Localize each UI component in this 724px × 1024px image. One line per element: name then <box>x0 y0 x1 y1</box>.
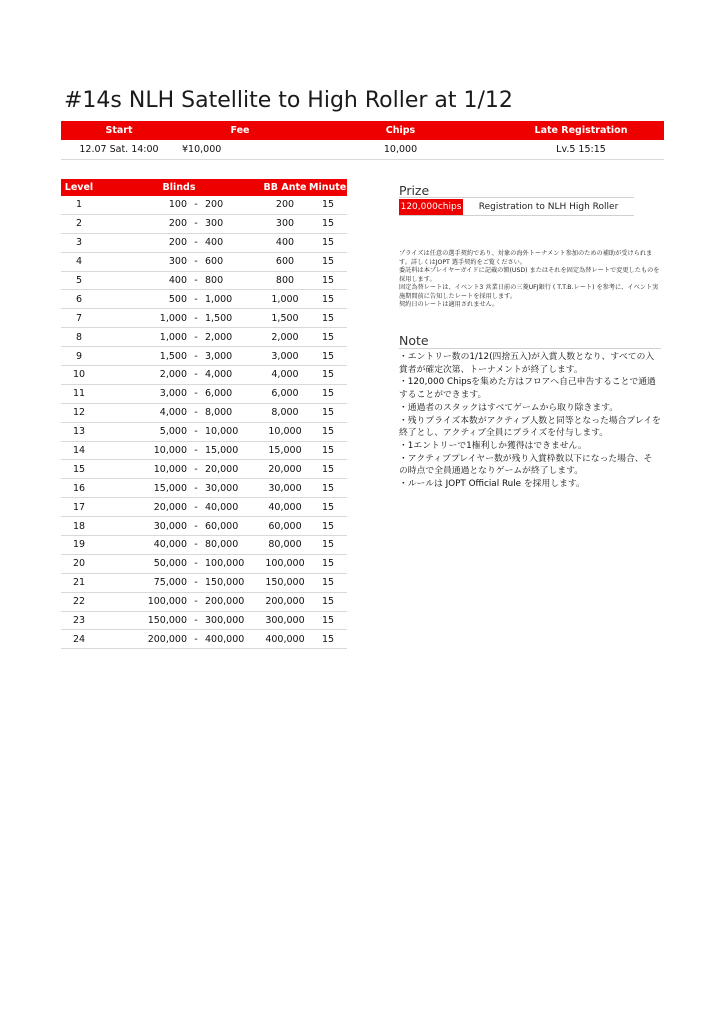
level-cell: 24 <box>72 633 86 645</box>
blind-separator: - <box>194 482 198 494</box>
small-blind-cell: 20,000 <box>153 501 187 513</box>
blind-level-row <box>61 498 347 517</box>
blind-separator: - <box>194 388 198 400</box>
blind-level-row <box>61 630 347 649</box>
event-info-table <box>61 121 664 160</box>
minutes-cell: 15 <box>321 558 335 570</box>
bb-ante-cell: 200,000 <box>265 596 305 608</box>
chips-header: Chips <box>385 125 416 136</box>
blind-separator: - <box>194 501 198 513</box>
event-info-header <box>61 121 664 140</box>
bb-ante-cell: 300 <box>275 218 295 230</box>
blind-separator: - <box>194 331 198 343</box>
blind-separator: - <box>194 463 198 475</box>
small-blind-cell: 1,000 <box>159 331 187 343</box>
minutes-cell: 15 <box>321 501 335 513</box>
small-blind-cell: 1,500 <box>159 350 187 362</box>
blind-separator: - <box>194 218 198 230</box>
fee-header: Fee <box>230 125 250 136</box>
level-cell: 22 <box>72 596 86 608</box>
minutes-cell: 15 <box>321 482 335 494</box>
bb-ante-cell: 800 <box>275 275 295 286</box>
minutes-cell: 15 <box>321 256 335 268</box>
small-blind-cell: 40,000 <box>153 539 187 551</box>
level-cell: 11 <box>72 388 86 400</box>
level-cell: 23 <box>72 615 86 627</box>
minutes-cell: 15 <box>321 331 335 343</box>
bb-ante-cell: 2,000 <box>271 331 299 343</box>
bb-ante-cell: 10,000 <box>268 426 302 438</box>
bb-ante-cell: 3,000 <box>271 350 299 362</box>
blind-separator: - <box>194 558 198 570</box>
big-blind-cell: 8,000 <box>205 407 233 419</box>
blind-level-row <box>61 234 347 253</box>
big-blind-cell: 2,000 <box>205 331 233 343</box>
big-blind-cell: 300,000 <box>205 615 245 627</box>
blind-level-row <box>61 593 347 612</box>
blind-separator: - <box>194 199 198 211</box>
blind-level-row <box>61 347 347 366</box>
big-blind-cell: 800 <box>205 275 224 286</box>
blind-level-row <box>61 460 347 479</box>
blind-level-row <box>61 536 347 555</box>
blind-separator: - <box>194 539 198 551</box>
blind-level-row <box>61 555 347 574</box>
blind-separator: - <box>194 633 198 645</box>
small-blind-cell: 10,000 <box>153 463 187 475</box>
level-cell: 6 <box>75 293 83 305</box>
minutes-cell: 15 <box>321 312 335 324</box>
bb-ante-cell: 6,000 <box>271 388 299 400</box>
big-blind-cell: 1,000 <box>205 293 233 305</box>
level-cell: 13 <box>72 426 86 438</box>
blinds-col-header: Blinds <box>162 182 196 193</box>
blind-level-row <box>61 328 347 347</box>
note-title: Note <box>399 333 429 348</box>
big-blind-cell: 3,000 <box>205 350 233 362</box>
big-blind-cell: 6,000 <box>205 388 233 400</box>
blind-separator: - <box>194 577 198 589</box>
blind-separator: - <box>194 520 198 532</box>
bb-ante-cell: 1,500 <box>271 312 299 324</box>
blinds-body <box>61 196 347 649</box>
bb-ante-cell: 40,000 <box>268 501 302 513</box>
blind-level-row <box>61 253 347 272</box>
bb-ante-cell: 60,000 <box>268 520 302 532</box>
level-cell: 14 <box>72 445 86 457</box>
bb-ante-cell: 1,000 <box>271 293 299 305</box>
bb-ante-cell: 80,000 <box>268 539 302 551</box>
bb-ante-cell: 8,000 <box>271 407 299 419</box>
late-registration-value: Lv.5 15:15 <box>556 144 606 155</box>
prize-divider <box>399 197 634 198</box>
level-cell: 4 <box>75 256 83 268</box>
blind-level-row <box>61 196 347 215</box>
blind-level-row <box>61 517 347 536</box>
small-blind-cell: 50,000 <box>153 558 187 570</box>
blind-separator: - <box>194 445 198 457</box>
minutes-cell: 15 <box>321 293 335 305</box>
blind-level-row <box>61 366 347 385</box>
minutes-cell: 15 <box>321 407 335 419</box>
level-cell: 7 <box>75 312 83 324</box>
small-blind-cell: 10,000 <box>153 445 187 457</box>
blind-separator: - <box>194 426 198 438</box>
note-item: ・1エントリーで1権利しか獲得はできません。 <box>399 440 587 451</box>
small-blind-cell: 150,000 <box>147 615 187 627</box>
small-blind-cell: 2,000 <box>159 369 187 381</box>
start-value: 12.07 Sat. 14:00 <box>79 144 159 155</box>
level-cell: 21 <box>72 577 86 589</box>
prize-chips-badge: 120,000chips <box>399 199 463 215</box>
big-blind-cell: 150,000 <box>205 577 245 589</box>
bb-ante-cell: 200 <box>275 199 295 211</box>
bb-ante-cell: 600 <box>275 256 295 268</box>
small-blind-cell: 200 <box>168 218 187 230</box>
bb-ante-cell: 400,000 <box>265 633 305 645</box>
minutes-cell: 15 <box>321 577 335 589</box>
big-blind-cell: 40,000 <box>205 501 239 513</box>
minutes-cell: 15 <box>321 350 335 362</box>
level-cell: 16 <box>72 482 86 494</box>
blind-level-row <box>61 385 347 404</box>
level-cell: 8 <box>75 331 83 343</box>
small-blind-cell: 30,000 <box>153 520 187 532</box>
small-blind-cell: 100 <box>168 199 187 211</box>
small-blind-cell: 4,000 <box>159 407 187 419</box>
big-blind-cell: 10,000 <box>205 426 239 438</box>
big-blind-cell: 80,000 <box>205 539 239 551</box>
minutes-cell: 15 <box>321 615 335 627</box>
blind-level-row <box>61 215 347 234</box>
big-blind-cell: 60,000 <box>205 520 239 532</box>
big-blind-cell: 100,000 <box>205 558 245 570</box>
minutes-cell: 15 <box>321 237 335 249</box>
blind-separator: - <box>194 312 198 324</box>
big-blind-cell: 20,000 <box>205 463 239 475</box>
fee-value: ¥10,000 <box>182 144 222 155</box>
level-cell: 3 <box>75 237 83 249</box>
level-cell: 9 <box>75 350 83 362</box>
minutes-header: Minutes <box>309 182 352 193</box>
small-blind-cell: 500 <box>168 293 187 305</box>
prize-destination: Registration to NLH High Roller <box>478 202 619 212</box>
small-blind-cell: 100,000 <box>147 596 187 608</box>
blind-level-row <box>61 574 347 593</box>
big-blind-cell: 600 <box>205 256 224 268</box>
blind-level-row <box>61 442 347 461</box>
blind-level-row <box>61 290 347 309</box>
level-cell: 19 <box>72 539 86 551</box>
note-item: ・ルールは JOPT Official Rule を採用します。 <box>399 479 585 490</box>
note-list <box>399 351 661 491</box>
page-title: #14s NLH Satellite to High Roller at 1/12 <box>64 88 513 113</box>
small-blind-cell: 200,000 <box>147 633 187 645</box>
bb-ante-cell: 20,000 <box>268 463 302 475</box>
level-cell: 18 <box>72 520 86 532</box>
note-item: ・120,000 Chipsを集めた方はフロアへ自己申告することで通過することができます。 <box>399 377 656 401</box>
blinds-header <box>61 179 352 196</box>
note-divider <box>399 348 661 349</box>
blind-separator: - <box>194 596 198 608</box>
prize-note-line: プライズは任意の選手契約であり、対象の海外トーナメント参加のための補助が受けられます。詳しくはJOPT 選手契約をご覧ください。 <box>399 250 653 266</box>
level-cell: 2 <box>75 218 83 230</box>
big-blind-cell: 1,500 <box>205 312 233 324</box>
blind-separator: - <box>194 615 198 627</box>
minutes-cell: 15 <box>321 463 335 475</box>
blind-level-row <box>61 309 347 328</box>
blind-separator: - <box>194 407 198 419</box>
minutes-cell: 15 <box>321 275 335 286</box>
note-item: ・残りプライズ本数がアクティブ人数と同等となった場合プレイを終了とし、アクティブ全員にプライズを付与します。 <box>399 415 661 439</box>
blind-separator: - <box>194 293 198 305</box>
bb-ante-cell: 15,000 <box>268 445 302 457</box>
small-blind-cell: 5,000 <box>159 426 187 438</box>
prize-title: Prize <box>399 183 430 198</box>
level-cell: 15 <box>72 463 86 475</box>
big-blind-cell: 15,000 <box>205 445 239 457</box>
level-cell: 5 <box>75 275 83 286</box>
bb-ante-cell: 400 <box>275 237 295 249</box>
blind-level-row <box>61 404 347 423</box>
big-blind-cell: 400 <box>205 237 224 249</box>
minutes-cell: 15 <box>321 520 335 532</box>
small-blind-cell: 1,000 <box>159 312 187 324</box>
bb-ante-cell: 300,000 <box>265 615 305 627</box>
blind-level-row <box>61 612 347 631</box>
note-item: ・アクティブプレイヤー数が残り入賞枠数以下になった場合、その時点で全員通過となりゲームが終了します。 <box>399 453 653 477</box>
minutes-cell: 15 <box>321 369 335 381</box>
level-cell: 10 <box>72 369 86 381</box>
blind-separator: - <box>194 350 198 362</box>
big-blind-cell: 200,000 <box>205 596 245 608</box>
blind-level-row <box>61 479 347 498</box>
big-blind-cell: 400,000 <box>205 633 245 645</box>
level-cell: 1 <box>75 199 83 211</box>
big-blind-cell: 4,000 <box>205 369 233 381</box>
minutes-cell: 15 <box>321 445 335 457</box>
small-blind-cell: 3,000 <box>159 388 187 400</box>
blind-separator: - <box>194 256 198 268</box>
minutes-cell: 15 <box>321 199 335 211</box>
minutes-cell: 15 <box>321 426 335 438</box>
big-blind-cell: 30,000 <box>205 482 239 494</box>
level-cell: 17 <box>72 501 86 513</box>
bb-ante-cell: 100,000 <box>265 558 305 570</box>
bb-ante-cell: 150,000 <box>265 577 305 589</box>
level-cell: 20 <box>72 558 86 570</box>
blind-separator: - <box>194 275 198 286</box>
note-item: ・エントリー数の1/12(四捨五入)が入賞人数となり、すべての入賞者が確定次第、トーナメントが終了します。 <box>399 352 655 375</box>
ante-header: BB Ante <box>263 182 307 193</box>
chips-value: 10,000 <box>383 144 418 155</box>
minutes-cell: 15 <box>321 388 335 400</box>
minutes-cell: 15 <box>321 633 335 645</box>
event-info-row <box>61 140 664 160</box>
prize-note-line: 委託料は本プレイヤーガイドに記載の額(USD) またはそれを固定為替レートで変更したものを採用します。 <box>399 267 660 283</box>
prize-notes <box>399 250 661 310</box>
note-item: ・通過者のスタックはすべてゲームから取り除きます。 <box>399 402 619 413</box>
big-blind-cell: 300 <box>205 218 224 230</box>
prize-row <box>399 199 634 216</box>
small-blind-cell: 75,000 <box>153 577 187 589</box>
small-blind-cell: 15,000 <box>153 482 187 494</box>
bb-ante-cell: 4,000 <box>271 369 299 381</box>
small-blind-cell: 300 <box>168 256 187 268</box>
level-header: Level <box>64 182 94 193</box>
blind-separator: - <box>194 369 198 381</box>
blinds-table <box>61 179 352 649</box>
bb-ante-cell: 30,000 <box>268 482 302 494</box>
start-header: Start <box>105 125 133 136</box>
late-registration-header: Late Registration <box>534 125 628 136</box>
blind-level-row <box>61 423 347 442</box>
small-blind-cell: 200 <box>168 237 187 249</box>
blind-separator: - <box>194 237 198 249</box>
prize-note-line: 契約日のレートは適用されません。 <box>399 301 499 308</box>
minutes-cell: 15 <box>321 218 335 230</box>
small-blind-cell: 400 <box>168 275 187 286</box>
prize-note-line: 固定為替レートは、イベント3 営業日前の三菱UFJ銀行 ( T.T.B.レート) を参考に、イベント実施期間前に告知したレートを採用します。 <box>399 284 659 300</box>
level-cell: 12 <box>72 407 86 419</box>
minutes-cell: 15 <box>321 539 335 551</box>
blind-level-row <box>61 272 347 291</box>
minutes-cell: 15 <box>321 596 335 608</box>
big-blind-cell: 200 <box>205 199 224 211</box>
